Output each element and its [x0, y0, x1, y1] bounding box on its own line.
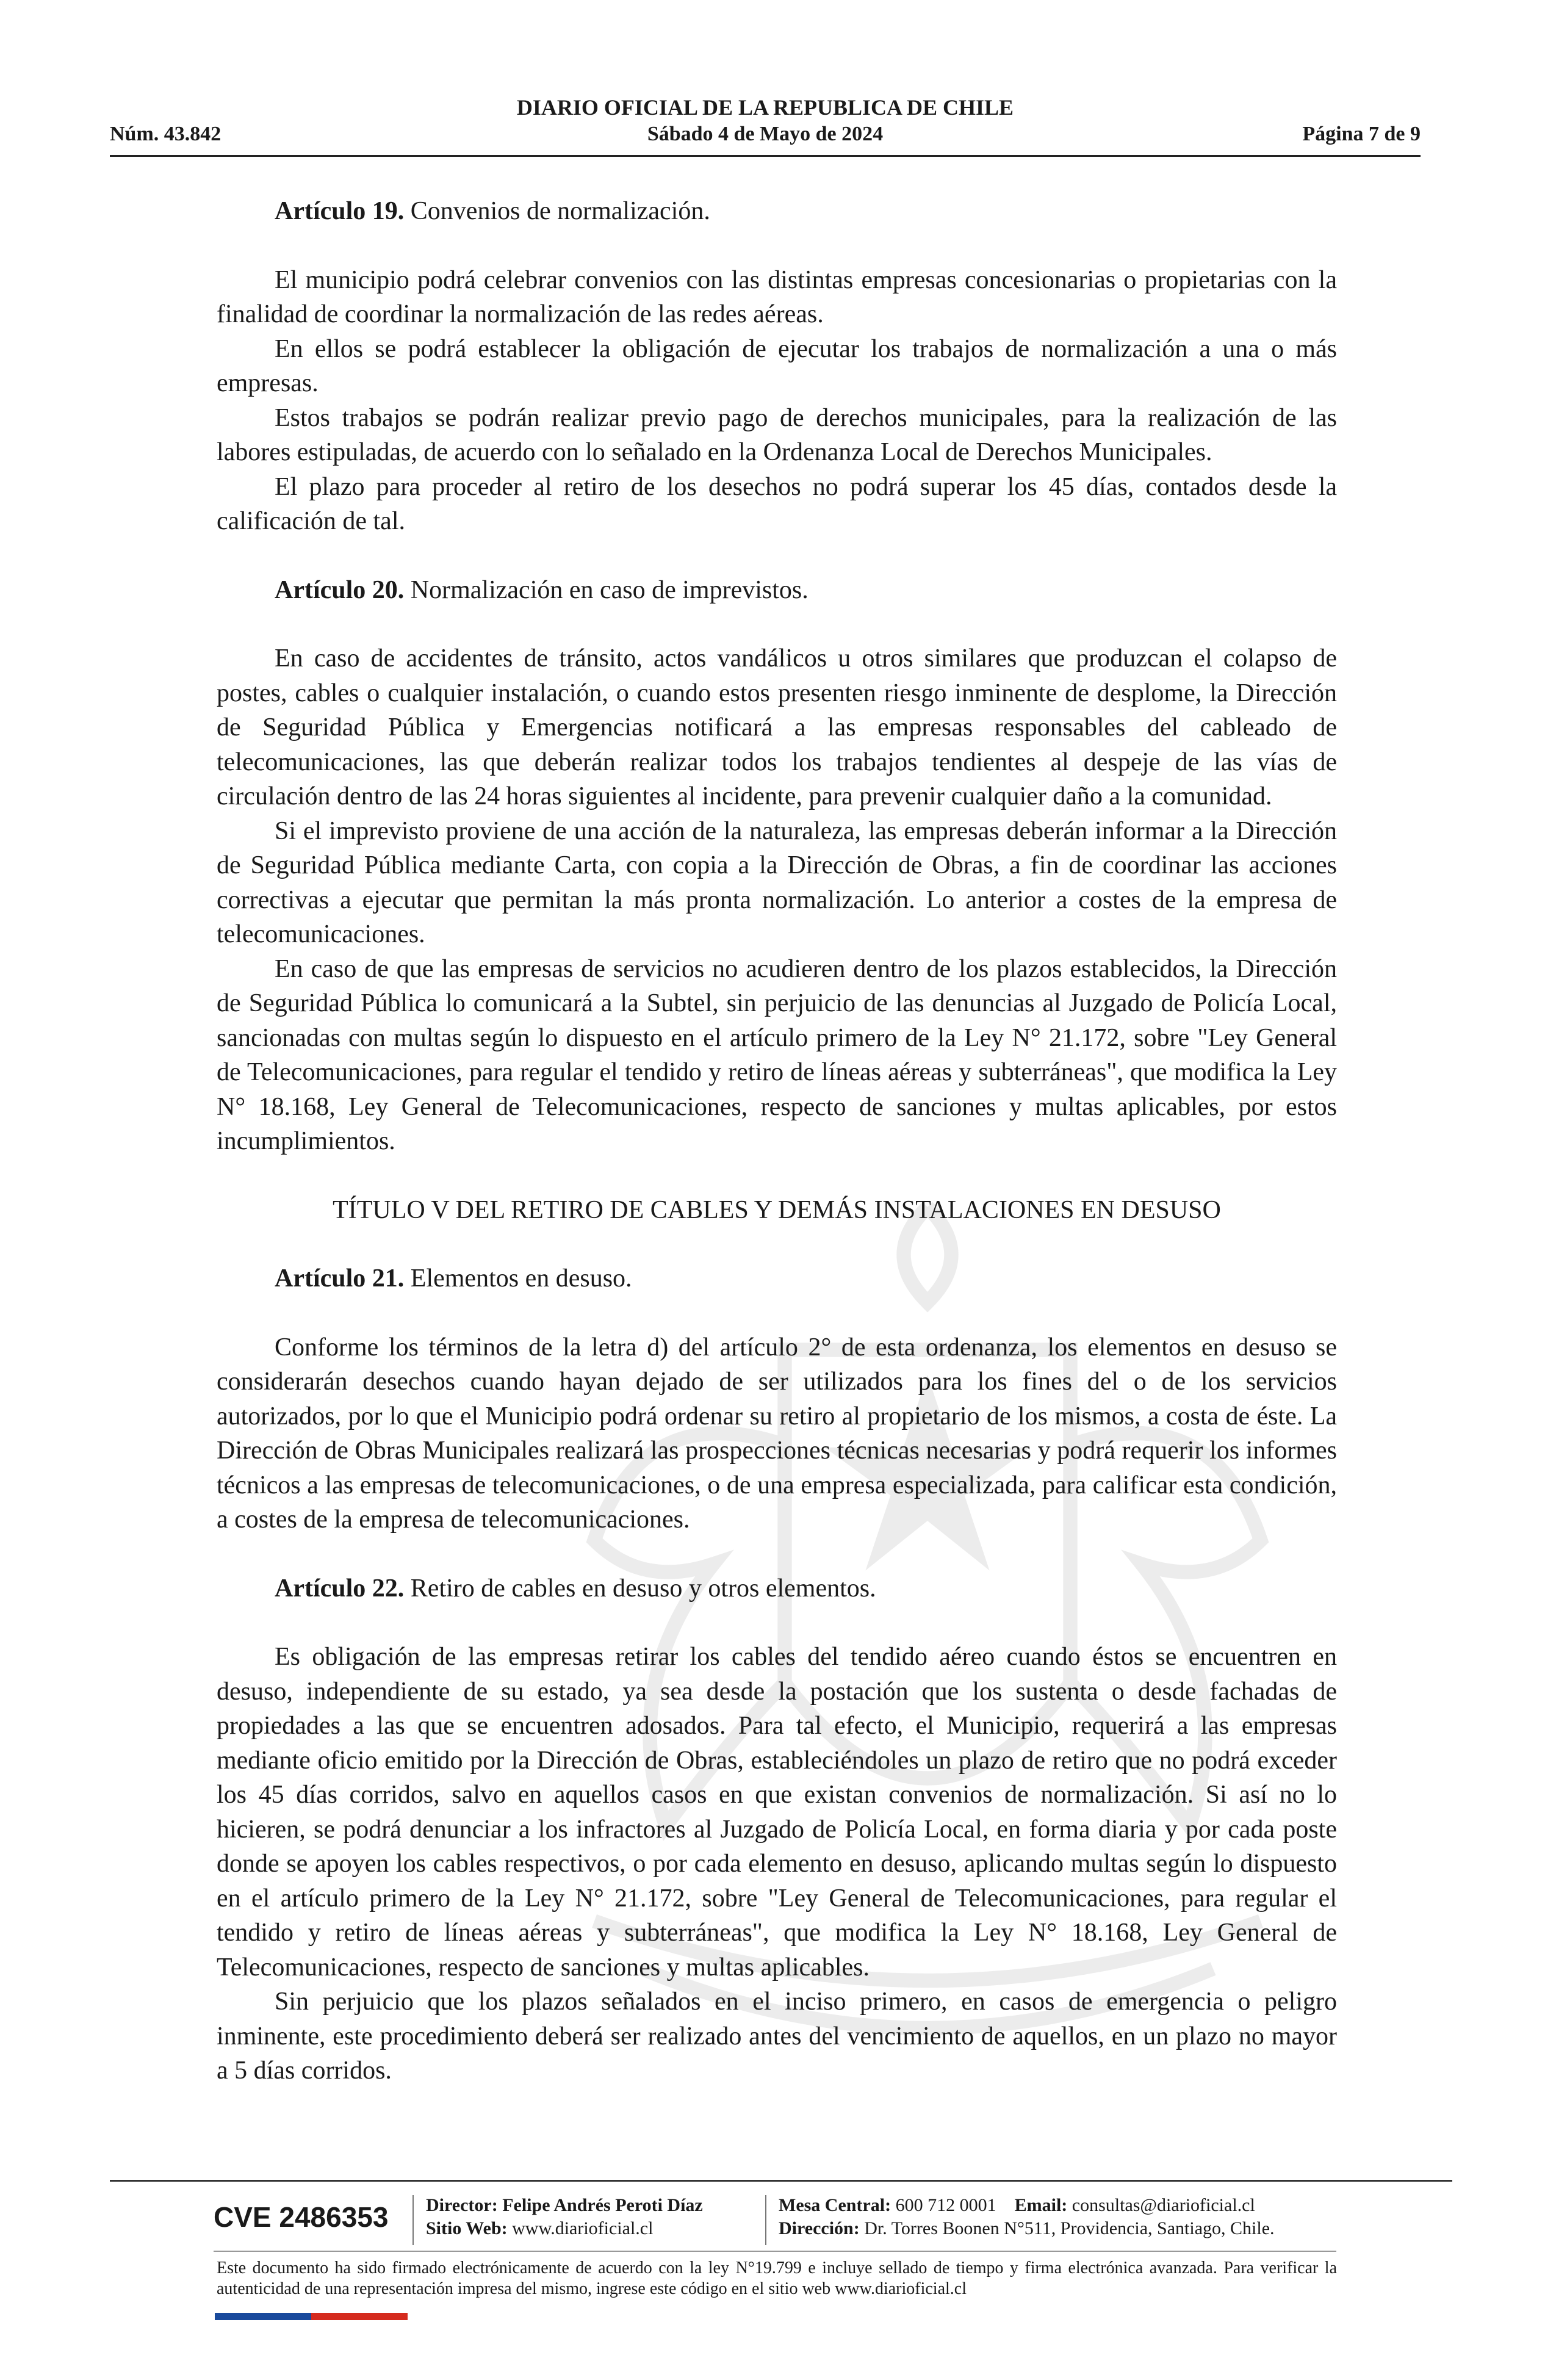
issue-number: Núm. 43.842 — [110, 123, 222, 145]
page-header — [110, 94, 1421, 157]
publication-title: DIARIO OFICIAL DE LA REPUBLICA DE CHILE — [516, 95, 1014, 120]
article-19-paragraph: El plazo para proceder al retiro de los desechos no podrá superar los 45 días, contados desde la calificación de tal. — [217, 472, 1337, 535]
article-20-heading: Artículo 20. Normalización en caso de imprevistos. — [275, 575, 809, 604]
footer-contact-block: Mesa Central: 600 712 0001 Email: consultas@diarioficial.cl Dirección: Dr. Torres Boonen N°511, Providencia, Santiago, Chile. — [779, 2195, 1275, 2238]
article-21-heading: Artículo 21. Elementos en desuso. — [275, 1264, 632, 1293]
issue-date: Sábado 4 de Mayo de 2024 — [647, 123, 884, 145]
footer-director-block: Director: Felipe Andrés Peroti Díaz Sitio Web: www.diarioficial.cl — [426, 2195, 703, 2238]
footer-divider — [110, 2180, 1452, 2182]
director-name: Director: Felipe Andrés Peroti Díaz — [426, 2195, 703, 2215]
article-19-heading: Artículo 19. Convenios de normalización. — [275, 197, 710, 225]
flag-blue-segment — [215, 2313, 311, 2320]
article-20-paragraph: En caso de que las empresas de servicios no acudieren dentro de los plazos establecidos, la Dirección de Seguridad Pública lo comunicará a la Subtel, sin perjuicio de las denuncias al Juzgado de Policía Local, sancionadas con multas según lo dispuesto en el artículo primero de la Ley N° 21.172, sobre "Ley General de Telecomunicaciones, para regular el tendido y retiro de líneas aéreas y subterráneas", que modifica la Ley N° 18.168, Ley General de Telecomunicaciones, respecto de sanciones y multas aplicables, por estos incumplimientos. — [217, 954, 1337, 1155]
page-indicator: Página 7 de 9 — [1302, 123, 1421, 145]
article-19-paragraph: En ellos se podrá establecer la obligación de ejecutar los trabajos de normalización a una o más empresas. — [217, 334, 1337, 397]
title-v-heading: TÍTULO V DEL RETIRO DE CABLES Y DEMÁS INSTALACIONES EN DESUSO — [333, 1195, 1221, 1224]
address: Dr. Torres Boonen N°511, Providencia, Santiago, Chile. — [859, 2218, 1275, 2238]
email-link[interactable]: consultas@diarioficial.cl — [1067, 2195, 1255, 2215]
document-body — [217, 194, 1337, 2088]
article-21-paragraph: Conforme los términos de la letra d) del artículo 2° de esta ordenanza, los elementos en desuso se considerarán desechos cuando hayan dejado de ser utilizados para los fines del o de los servicios autorizados, por lo que el Municipio podrá ordenar su retiro al propietario de los mismos, a costa de éste. La Dirección de Obras Municipales realizará las prospecciones técnicas necesarias y podrá requerir los informes técnicos a las empresas de telecomunicaciones, o de una empresa especializada, para calificar esta condición, a costes de la empresa de telecomunicaciones. — [217, 1333, 1337, 1534]
footer-separator — [412, 2195, 414, 2245]
article-19-paragraph: El municipio podrá celebrar convenios con las distintas empresas concesionarias o propietarias con la finalidad de coordinar la normalización de las redes aéreas. — [217, 265, 1337, 328]
website-link[interactable]: www.diarioficial.cl — [507, 2218, 654, 2238]
article-22-paragraph: Es obligación de las empresas retirar los cables del tendido aéreo cuando éstos se encuentren en desuso, independiente de su estado, ya sea desde la postación que los sustenta o desde fachadas de propiedades a las que se encuentren adosados. Para tal efecto, el Municipio, requerirá a las empresas mediante oficio emitido por la Dirección de Obras, estableciéndoles un plazo de retiro que no podrá exceder los 45 días corridos, salvo en aquellos casos en que existan convenios de normalización. Si así no lo hicieren, se podrá denunciar a los infractores al Juzgado de Policía Local, en forma diaria y por cada poste donde se apoyen los cables respectivos, o por cada elemento en desuso, aplicando multas según lo dispuesto en el artículo primero de la Ley N° 21.172, sobre "Ley General de Telecomunicaciones, para regular el tendido y retiro de líneas aéreas y subterráneas", que modifica la Ley N° 18.168, Ley General de Telecomunicaciones, respecto de sanciones y multas aplicables. — [217, 1643, 1337, 1982]
footer-thin-divider — [214, 2251, 1336, 2252]
flag-red-segment — [311, 2313, 408, 2320]
article-19-paragraph: Estos trabajos se podrán realizar previo pago de derechos municipales, para la realización de las labores estipuladas, de acuerdo con lo señalado en la Ordenanza Local de Derechos Municipales. — [217, 403, 1337, 466]
article-22-paragraph: Sin perjuicio que los plazos señalados en el inciso primero, en casos de emergencia o peligro inminente, este procedimiento deberá ser realizado antes del vencimiento de aquellos, en un plazo no mayor a 5 días corridos. — [217, 1988, 1337, 2085]
cve-code: CVE 2486353 — [214, 2201, 389, 2233]
header-divider — [110, 155, 1421, 157]
article-20-paragraph: En caso de accidentes de tránsito, actos vandálicos u otros similares que produzcan el colapso de postes, cables o cualquier instalación, o cuando estos presenten riesgo inminente de desplome, la Dirección de Seguridad Pública y Emergencias notificará a las empresas responsables del cableado de telecomunicaciones, las que deberán realizar todos los trabajos tendientes al despeje de las vías de circulación dentro de las 24 horas siguientes al incidente, para prevenir cualquier daño a la comunidad. — [217, 644, 1337, 810]
article-20-paragraph: Si el imprevisto proviene de una acción de la naturaleza, las empresas deberán informar a la Dirección de Seguridad Pública mediante Carta, con copia a la Dirección de Obras, a fin de coordinar las acciones correctivas a ejecutar que permitan la más pronta normalización. Lo anterior a costes de la empresa de telecomunicaciones. — [217, 817, 1337, 948]
footer-separator — [765, 2195, 766, 2245]
phone-number: 600 712 0001 — [891, 2195, 996, 2215]
article-22-heading: Artículo 22. Retiro de cables en desuso y otros elementos. — [275, 1574, 876, 1603]
flag-stripe — [215, 2313, 408, 2320]
legal-notice: Este documento ha sido firmado electrónicamente de acuerdo con la ley N°19.799 e incluye sellado de tiempo y firma electrónica avanzada. Para verificar la autenticidad de una representación impresa del mismo, ingrese este código en el sitio web www.diarioficial.cl — [217, 2259, 1337, 2298]
